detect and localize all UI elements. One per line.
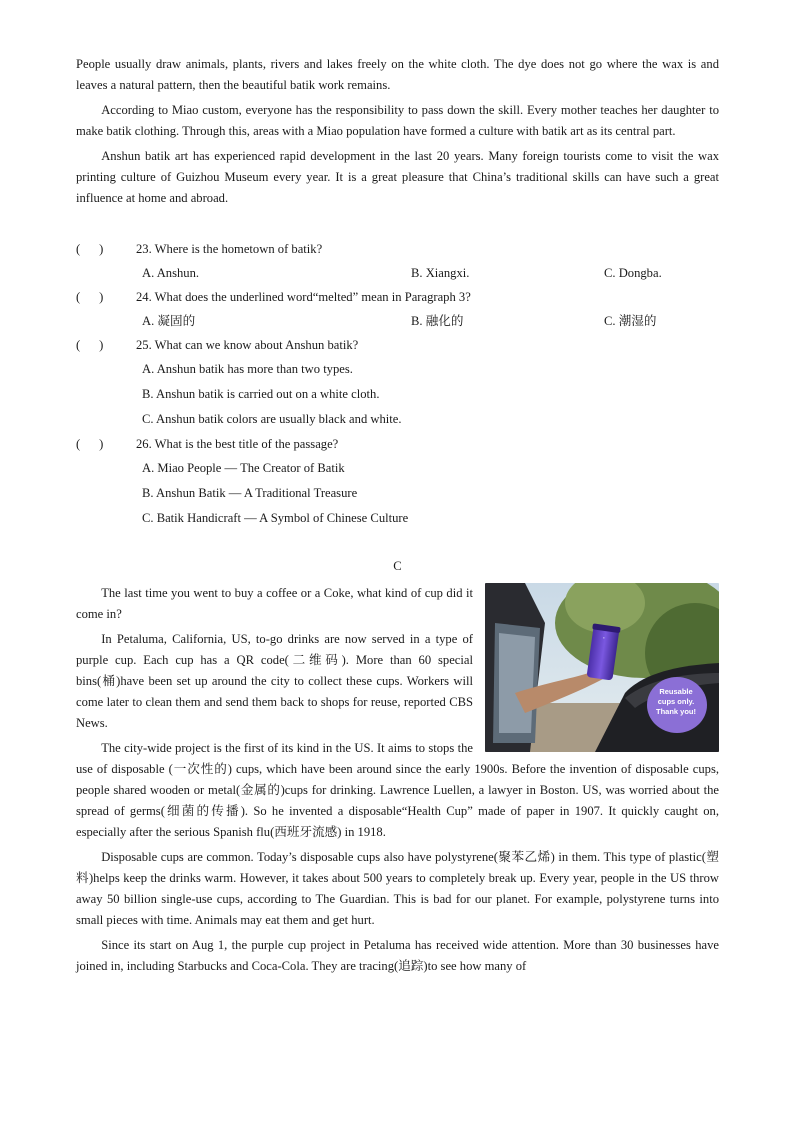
answer-blank: ( ) bbox=[76, 338, 104, 352]
answer-blank: ( ) bbox=[76, 242, 104, 256]
paragraph-c3: The city-wide project is the first of its kind in the US. It aims to stops the use of disposable (一次性的) cups, which have been around since the early 1900s. Before the invention of disposable cups, people shared wooden or metal(金属的)cups for drinking. Lawrence Luellen, a lawyer in Boston. US, was worried about the spread of germs(细菌的传播). So he invented a disposable“Health Cup” made of paper in 1907. It quickly caught on, especially after the serious Spanish flu(西班牙流感) in 1918. bbox=[76, 741, 719, 839]
sticker-line-2: cups only. bbox=[657, 697, 695, 706]
question-text: 23. Where is the hometown of batik? bbox=[136, 242, 323, 256]
option-a: A. Anshun batik has more than two types. bbox=[142, 362, 353, 376]
answer-blank: ( ) bbox=[76, 437, 104, 451]
document-page bbox=[76, 54, 719, 981]
paragraph-1: People usually draw animals, plants, rivers and lakes freely on the white cloth. The dye does not go where the wax is and leaves a natural pattern, then the beautiful batik work remains. bbox=[76, 57, 719, 92]
question-text: 26. What is the best title of the passage? bbox=[136, 437, 339, 451]
paragraph-c1: The last time you went to buy a coffee or a Coke, what kind of cup did it come in? bbox=[76, 586, 473, 621]
option-a: A. Miao People — The Creator of Batik bbox=[142, 461, 345, 475]
option-c: C. Batik Handicraft — A Symbol of Chinese Culture bbox=[142, 511, 409, 525]
question-24 bbox=[76, 285, 719, 309]
question-26 bbox=[76, 432, 719, 456]
question-text: 24. What does the underlined word“melted” mean in Paragraph 3? bbox=[136, 290, 471, 304]
section-c-title: C bbox=[393, 559, 402, 573]
option-a: A. Anshun. bbox=[142, 266, 200, 280]
section-c-passage bbox=[76, 583, 719, 977]
bin-sticker bbox=[650, 687, 702, 717]
question-list bbox=[76, 237, 719, 531]
question-24-options bbox=[76, 309, 719, 333]
option-c: C. Dongba. bbox=[604, 266, 662, 280]
option-c: C. 潮湿的 bbox=[604, 314, 657, 328]
paragraph-c2: In Petaluma, California, US, to-go drinks are now served in a type of purple cup. Each cup has a QR code(二维码). More than 60 special bins(桶)have been set up around the city to collect these cups. Workers will come later to clean them and send them back to shops for reuse, reported CBS News. bbox=[76, 632, 473, 730]
question-23 bbox=[76, 237, 719, 261]
paragraph-c5: Since its start on Aug 1, the purple cup project in Petaluma has received wide attention. More than 30 businesses have joined in, including Starbucks and Coca-Cola. They are tracing(追踪)to see how many of bbox=[76, 938, 719, 973]
option-b: B. Xiangxi. bbox=[411, 266, 470, 280]
intro-passage bbox=[76, 54, 719, 209]
purple-cup-photo bbox=[485, 583, 719, 752]
answer-blank: ( ) bbox=[76, 290, 104, 304]
question-23-options bbox=[76, 261, 719, 285]
cup-label: ▪ bbox=[603, 635, 605, 640]
sticker-line-1: Reusable bbox=[659, 687, 693, 696]
sticker-line-3: Thank you! bbox=[655, 707, 696, 716]
question-25 bbox=[76, 333, 719, 357]
photo-illustration bbox=[485, 583, 719, 752]
option-b: B. Anshun Batik — A Traditional Treasure bbox=[142, 486, 358, 500]
paragraph-2: According to Miao custom, everyone has the responsibility to pass down the skill. Every mother teaches her daughter to make batik clothing. Through this, areas with a Miao population have formed a culture with batik art as its central part. bbox=[76, 103, 719, 138]
paragraph-3: Anshun batik art has experienced rapid development in the last 20 years. Many foreign tourists come to visit the wax printing culture of Guizhou Museum every year. It is a great pleasure that China’s traditional skills can have such a great influence at home and abroad. bbox=[76, 149, 719, 205]
option-b: B. 融化的 bbox=[411, 314, 464, 328]
question-text: 25. What can we know about Anshun batik? bbox=[136, 338, 359, 352]
option-c: C. Anshun batik colors are usually black and white. bbox=[142, 412, 402, 426]
option-b: B. Anshun batik is carried out on a white cloth. bbox=[142, 387, 380, 401]
option-a: A. 凝固的 bbox=[142, 314, 196, 328]
paragraph-c4: Disposable cups are common. Today’s disposable cups also have polystyrene(聚苯乙烯) in them. This type of plastic(塑料)helps keep the drinks warm. However, it takes about 500 years to completely break up. Every year, people in the US throw away 50 billion single-use cups, according to The Guardian. This is bad for our planet. For example, polystyrene turns into small pieces with time. Animals may eat them and get hurt. bbox=[76, 850, 719, 927]
